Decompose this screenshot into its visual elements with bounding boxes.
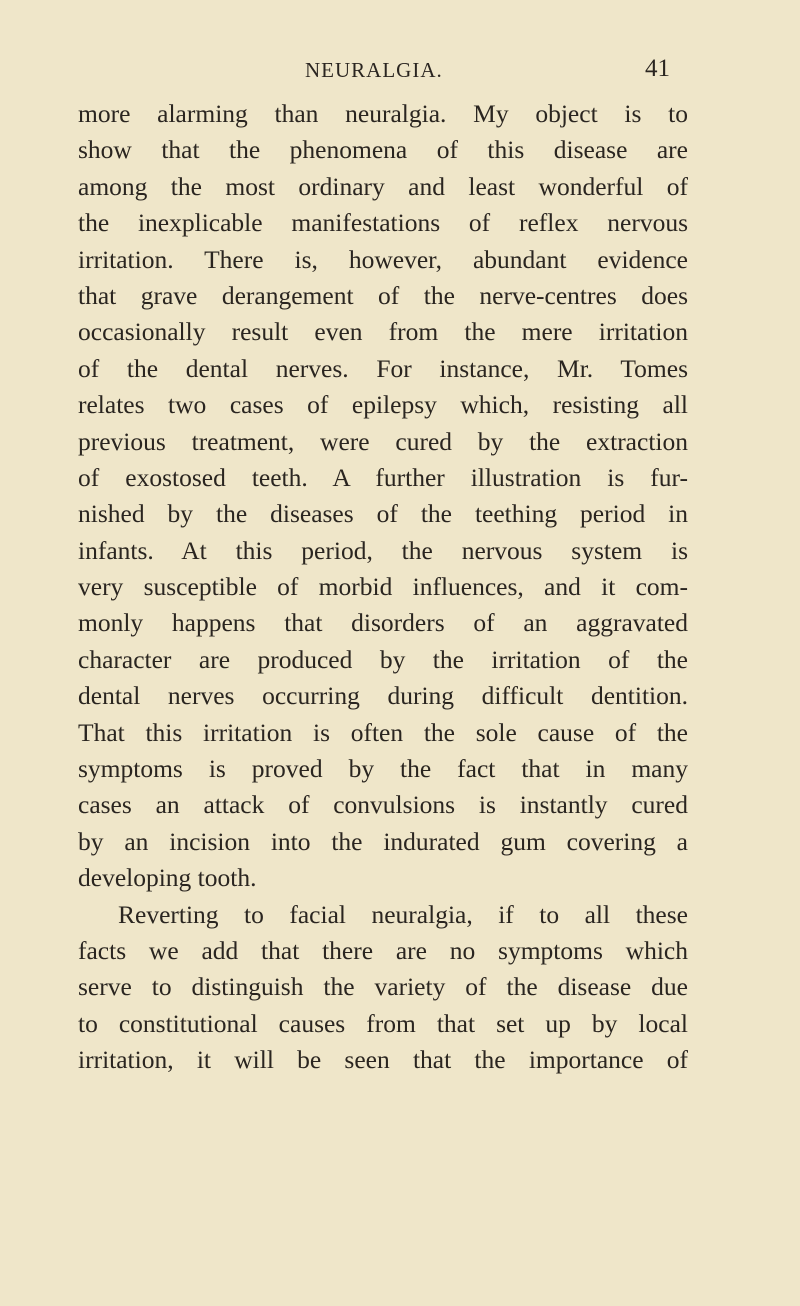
text-line: symptoms is proved by the fact that in many xyxy=(78,754,688,784)
text-line: by an incision into the indurated gum covering a xyxy=(78,826,688,856)
text-line: occasionally result even from the mere irritation xyxy=(78,317,688,347)
text-line: to constitutional causes from that set up by local xyxy=(78,1008,688,1038)
text-line: that grave derangement of the nerve-centres does xyxy=(78,280,688,310)
text-line: dental nerves occurring during difficult dentition. xyxy=(78,681,688,711)
text-line: Reverting to facial neuralgia, if to all these xyxy=(118,899,688,929)
text-line: developing tooth. xyxy=(78,863,257,893)
text-line: of the dental nerves. For instance, Mr. Tomes xyxy=(78,353,688,383)
text-line: infants. At this period, the nervous system is xyxy=(78,535,688,565)
text-line: That this irritation is often the sole cause of the xyxy=(78,717,688,747)
text-line: nished by the diseases of the teething period in xyxy=(78,499,688,529)
text-line: cases an attack of convulsions is instantly cured xyxy=(78,790,688,820)
text-line: previous treatment, were cured by the extraction xyxy=(78,426,688,456)
running-head xyxy=(0,55,800,88)
text-line: monly happens that disorders of an aggravated xyxy=(78,608,688,638)
text-line: show that the phenomena of this disease are xyxy=(78,135,688,165)
page-number: 41 xyxy=(645,55,670,82)
text-line: very susceptible of morbid influences, and it com- xyxy=(78,572,688,602)
running-title: NEURALGIA. xyxy=(305,58,443,82)
text-line: the inexplicable manifestations of reflex nervous xyxy=(78,208,688,238)
text-line: relates two cases of epilepsy which, resisting all xyxy=(78,390,688,420)
body-text xyxy=(78,96,688,1079)
text-line: character are produced by the irritation of the xyxy=(78,644,688,674)
text-line: of exostosed teeth. A further illustration is fur- xyxy=(78,462,688,492)
text-line: irritation. There is, however, abundant evidence xyxy=(78,244,688,274)
text-line: irritation, it will be seen that the importance of xyxy=(78,1045,688,1075)
text-line: among the most ordinary and least wonderful of xyxy=(78,171,688,201)
text-line: more alarming than neuralgia. My object is to xyxy=(78,99,688,128)
text-line: serve to distinguish the variety of the disease due xyxy=(78,972,688,1002)
text-line: facts we add that there are no symptoms which xyxy=(78,935,688,965)
